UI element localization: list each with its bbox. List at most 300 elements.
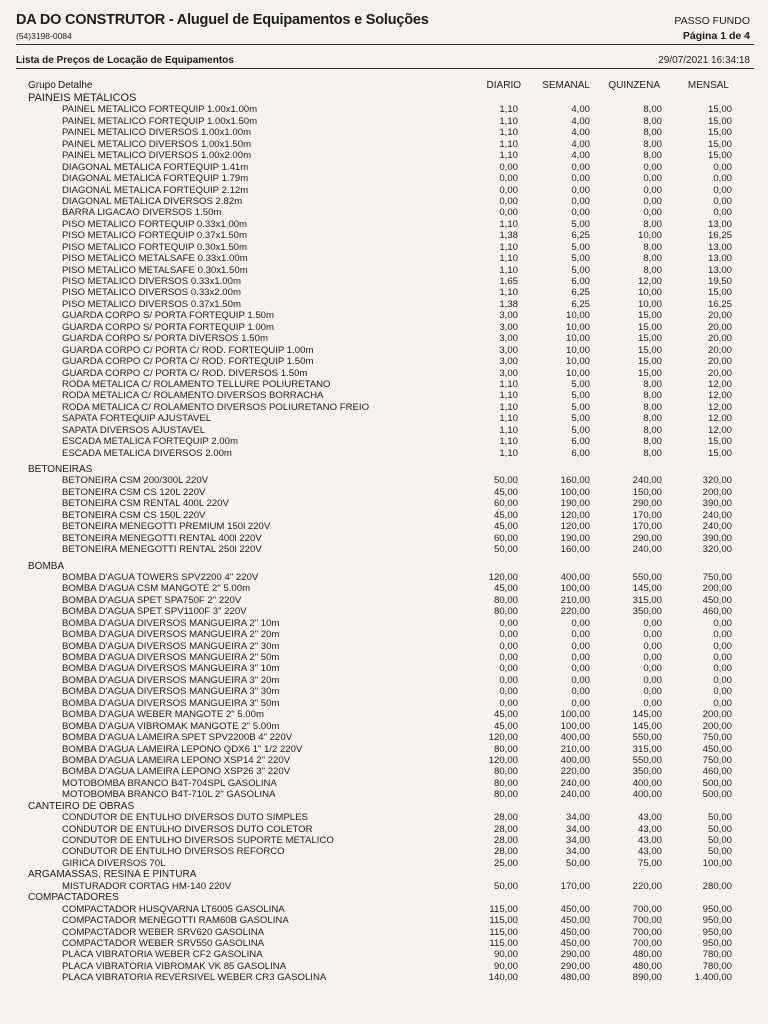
price-daily: 50,00 — [493, 475, 518, 487]
price-monthly: 280,00 — [702, 880, 732, 892]
price-daily: 3,00 — [499, 333, 518, 345]
price-weekly: 100,00 — [560, 720, 590, 732]
item-description: BOMBA D'AGUA DIVERSOS MANGUEIRA 3" 20m — [62, 674, 280, 686]
price-weekly: 0,00 — [571, 161, 590, 173]
table-row — [0, 606, 768, 617]
table-row — [0, 721, 768, 732]
price-weekly: 170,00 — [560, 880, 590, 892]
price-biweekly: 8,00 — [643, 401, 662, 413]
item-description: BETONEIRA CSM CS 150L 220V — [62, 509, 206, 521]
item-description: GUARDA CORPO S/ PORTA FORTEQUIP 1.00m — [62, 321, 275, 333]
price-monthly: 20,00 — [707, 333, 732, 345]
price-monthly: 0,00 — [713, 195, 732, 207]
price-weekly: 450,00 — [560, 903, 590, 915]
price-weekly: 0,00 — [571, 617, 590, 629]
item-description: GIRICA DIVERSOS 70L — [62, 857, 166, 869]
price-monthly: 0,00 — [713, 173, 732, 185]
column-header-grupo: Grupo — [28, 80, 56, 91]
item-description: ESCADA METALICA DIVERSOS 2.00m — [62, 447, 232, 459]
table-row — [0, 368, 768, 379]
price-weekly: 400,00 — [560, 732, 590, 744]
price-daily: 45,00 — [493, 509, 518, 521]
price-biweekly: 315,00 — [632, 594, 662, 606]
price-monthly: 450,00 — [702, 743, 732, 755]
price-daily: 28,00 — [493, 823, 518, 835]
price-weekly: 0,00 — [571, 184, 590, 196]
price-weekly: 50,00 — [565, 857, 590, 869]
price-biweekly: 700,00 — [632, 926, 662, 938]
price-biweekly: 240,00 — [632, 475, 662, 487]
price-biweekly: 15,00 — [637, 321, 662, 333]
price-monthly: 0,00 — [713, 629, 732, 641]
item-description: PLACA VIBRATORIA REVERSIVEL WEBER CR3 GASOLINA — [62, 972, 327, 984]
item-description: PAINEL METALICO DIVERSOS 1.00x1.00m — [62, 127, 252, 139]
price-biweekly: 8,00 — [643, 127, 662, 139]
item-description: BOMBA D'AGUA DIVERSOS MANGUEIRA 2" 10m — [62, 617, 280, 629]
price-weekly: 400,00 — [560, 571, 590, 583]
table-row — [0, 196, 768, 207]
price-biweekly: 8,00 — [643, 138, 662, 150]
table-row — [0, 835, 768, 846]
price-biweekly: 75,00 — [637, 857, 662, 869]
table-row — [0, 242, 768, 253]
price-weekly: 6,00 — [571, 276, 590, 287]
price-daily: 115,00 — [489, 903, 518, 915]
price-daily: 1,38 — [499, 298, 518, 310]
item-description: PISO METALICO METALSAFE 0.33x1.00m — [62, 253, 248, 265]
price-biweekly: 10,00 — [637, 230, 662, 242]
price-biweekly: 890,00 — [632, 972, 662, 984]
price-biweekly: 15,00 — [637, 367, 662, 379]
price-monthly: 200,00 — [702, 709, 732, 721]
item-description: ESCADA METALICA FORTEQUIP 2.00m — [62, 436, 238, 448]
price-daily: 120,00 — [488, 732, 518, 744]
group-heading: BOMBA — [28, 560, 65, 572]
price-monthly: 0,00 — [713, 663, 732, 675]
table-row — [0, 127, 768, 138]
price-biweekly: 15,00 — [637, 344, 662, 356]
table-row — [0, 778, 768, 789]
price-biweekly: 0,00 — [643, 640, 662, 652]
price-weekly: 0,00 — [571, 640, 590, 652]
price-monthly: 15,00 — [707, 436, 732, 448]
price-monthly: 320,00 — [702, 475, 732, 487]
price-monthly: 200,00 — [702, 720, 732, 732]
price-daily: 80,00 — [493, 789, 518, 801]
item-description: MISTURADOR CORTAG HM-140 220V — [62, 880, 232, 892]
price-biweekly: 145,00 — [632, 720, 662, 732]
table-row — [0, 583, 768, 594]
price-weekly: 10,00 — [565, 367, 590, 379]
price-weekly: 0,00 — [571, 686, 590, 698]
price-daily: 1,10 — [499, 378, 518, 390]
table-row — [0, 402, 768, 413]
item-description: COMPACTADOR HUSQVARNA LT6005 GASOLINA — [62, 903, 285, 915]
price-daily: 90,00 — [493, 960, 518, 972]
price-biweekly: 480,00 — [632, 949, 662, 961]
item-description: MOTOBOMBA BRANCO B4T-704SPL GASOLINA — [62, 777, 277, 789]
table-row — [0, 824, 768, 835]
item-description: PLACA VIBRATORIA WEBER CF2 GASOLINA — [62, 949, 263, 961]
price-weekly: 290,00 — [560, 960, 590, 972]
price-biweekly: 0,00 — [643, 686, 662, 698]
report-title: Lista de Preços de Locação de Equipamentos — [16, 55, 234, 66]
price-monthly: 950,00 — [702, 937, 732, 949]
price-monthly: 15,00 — [707, 287, 732, 299]
price-weekly: 480,00 — [560, 972, 590, 984]
price-daily: 1,10 — [499, 413, 518, 425]
price-monthly: 200,00 — [702, 486, 732, 498]
table-row — [0, 755, 768, 766]
price-weekly: 220,00 — [560, 606, 590, 618]
price-biweekly: 0,00 — [643, 663, 662, 675]
price-weekly: 100,00 — [560, 486, 590, 498]
table-row — [0, 675, 768, 686]
price-weekly: 100,00 — [560, 709, 590, 721]
table-row — [0, 436, 768, 447]
table-row — [0, 104, 768, 115]
price-daily: 45,00 — [493, 720, 518, 732]
price-biweekly: 15,00 — [637, 333, 662, 345]
price-monthly: 50,00 — [707, 823, 732, 835]
price-biweekly: 0,00 — [643, 207, 662, 219]
price-weekly: 10,00 — [565, 321, 590, 333]
price-biweekly: 0,00 — [643, 652, 662, 663]
price-daily: 3,00 — [499, 356, 518, 368]
price-weekly: 190,00 — [560, 532, 590, 544]
item-description: GUARDA CORPO C/ PORTA C/ ROD. DIVERSOS 1.50m — [62, 367, 308, 379]
table-row — [0, 173, 768, 184]
price-weekly: 220,00 — [560, 766, 590, 778]
price-biweekly: 8,00 — [643, 150, 662, 162]
item-description: BOMBA D'AGUA DIVERSOS MANGUEIRA 2" 20m — [62, 629, 280, 641]
price-daily: 1,38 — [499, 230, 518, 242]
price-monthly: 0,00 — [713, 640, 732, 652]
group-heading: CANTEIRO DE OBRAS — [28, 800, 135, 812]
price-daily: 120,00 — [488, 571, 518, 583]
price-biweekly: 350,00 — [632, 606, 662, 618]
group-heading: COMPACTADORES — [28, 892, 119, 904]
price-biweekly: 0,00 — [643, 674, 662, 686]
item-description: BOMBA D'AGUA WEBER MANGOTE 2" 5.00m — [62, 709, 264, 721]
price-weekly: 160,00 — [560, 475, 590, 487]
item-description: PISO METALICO DIVERSOS 0.33x1.00m — [62, 276, 241, 287]
price-daily: 120,00 — [488, 754, 518, 766]
column-header-mensal: MENSAL — [687, 80, 729, 91]
item-description: GUARDA CORPO C/ PORTA C/ ROD. FORTEQUIP 1.00m — [62, 344, 314, 356]
table-row — [0, 150, 768, 161]
price-biweekly: 290,00 — [632, 498, 662, 510]
price-daily: 45,00 — [493, 583, 518, 595]
price-monthly: 19,50 — [707, 276, 732, 287]
price-weekly: 0,00 — [571, 663, 590, 675]
item-description: SAPATA DIVERSOS AJUSTAVEL — [62, 424, 206, 436]
table-row — [0, 276, 768, 287]
price-daily: 1,10 — [499, 241, 518, 253]
price-weekly: 5,00 — [571, 241, 590, 253]
title-divider — [16, 68, 754, 69]
table-row — [0, 961, 768, 972]
price-daily: 3,00 — [499, 367, 518, 379]
item-description: BOMBA D'AGUA SPET SPA750F 2" 220V — [62, 594, 242, 606]
table-row — [0, 641, 768, 652]
price-monthly: 16,25 — [707, 230, 732, 242]
table-row — [0, 881, 768, 892]
item-description: PAINEL METALICO FORTEQUIP 1.00x1.50m — [62, 115, 258, 127]
table-row — [0, 448, 768, 459]
price-monthly: 950,00 — [702, 903, 732, 915]
price-daily: 45,00 — [493, 709, 518, 721]
price-weekly: 4,00 — [571, 127, 590, 139]
item-description: BOMBA D'AGUA TOWERS SPV2200 4" 220V — [62, 571, 259, 583]
price-monthly: 0,00 — [713, 184, 732, 196]
price-biweekly: 170,00 — [632, 521, 662, 533]
table-row — [0, 413, 768, 424]
group-heading: PAINEIS METALICOS — [28, 92, 137, 104]
price-monthly: 750,00 — [702, 732, 732, 744]
table-row — [0, 345, 768, 356]
price-weekly: 0,00 — [571, 652, 590, 663]
table-row — [0, 299, 768, 310]
price-biweekly: 8,00 — [643, 104, 662, 116]
price-biweekly: 700,00 — [632, 937, 662, 949]
price-daily: 1,10 — [499, 401, 518, 413]
table-row — [0, 139, 768, 150]
price-table — [0, 93, 768, 984]
column-header-semanal: SEMANAL — [542, 80, 590, 91]
price-monthly: 13,00 — [707, 253, 732, 265]
item-description: BOMBA D'AGUA DIVERSOS MANGUEIRA 3" 10m — [62, 663, 280, 675]
price-monthly: 13,00 — [707, 241, 732, 253]
price-daily: 90,00 — [493, 949, 518, 961]
table-row — [0, 904, 768, 915]
price-daily: 0,00 — [499, 697, 518, 709]
price-biweekly: 15,00 — [637, 310, 662, 322]
price-monthly: 950,00 — [702, 926, 732, 938]
price-weekly: 5,00 — [571, 424, 590, 436]
price-biweekly: 8,00 — [643, 424, 662, 436]
price-weekly: 0,00 — [571, 173, 590, 185]
price-biweekly: 8,00 — [643, 253, 662, 265]
item-description: GUARDA CORPO C/ PORTA C/ ROD. FORTEQUIP 1.50m — [62, 356, 314, 368]
item-description: PISO METALICO FORTEQUIP 0.30x1.50m — [62, 241, 248, 253]
price-biweekly: 8,00 — [643, 436, 662, 448]
price-monthly: 320,00 — [702, 544, 732, 556]
price-biweekly: 400,00 — [632, 789, 662, 801]
price-biweekly: 145,00 — [632, 709, 662, 721]
price-weekly: 100,00 — [560, 583, 590, 595]
price-biweekly: 0,00 — [643, 617, 662, 629]
price-monthly: 0,00 — [713, 652, 732, 663]
item-description: PAINEL METALICO DIVERSOS 1.00x1.50m — [62, 138, 252, 150]
price-daily: 45,00 — [493, 521, 518, 533]
group-heading: BETONEIRAS — [28, 464, 93, 475]
price-daily: 0,00 — [499, 674, 518, 686]
price-weekly: 5,00 — [571, 264, 590, 276]
price-monthly: 0,00 — [713, 617, 732, 629]
price-monthly: 12,00 — [707, 401, 732, 413]
price-monthly: 460,00 — [702, 766, 732, 778]
table-row — [0, 390, 768, 401]
price-weekly: 4,00 — [571, 150, 590, 162]
price-biweekly: 220,00 — [632, 880, 662, 892]
price-daily: 0,00 — [499, 617, 518, 629]
table-row — [0, 253, 768, 264]
item-description: RODA METALICA C/ ROLAMENTO DIVERSOS BORRACHA — [62, 390, 324, 402]
table-row — [0, 310, 768, 321]
table-row — [0, 618, 768, 629]
item-description: BETONEIRA MENEGOTTI PREMIUM 150l 220V — [62, 521, 271, 533]
price-weekly: 450,00 — [560, 937, 590, 949]
price-daily: 0,00 — [499, 184, 518, 196]
price-daily: 1,10 — [499, 436, 518, 448]
price-daily: 1,10 — [499, 447, 518, 459]
price-monthly: 1.400,00 — [694, 972, 732, 984]
price-biweekly: 550,00 — [632, 754, 662, 766]
item-description: CONDUTOR DE ENTULHO DIVERSOS DUTO COLETOR — [62, 823, 313, 835]
table-row — [0, 207, 768, 218]
price-daily: 80,00 — [493, 743, 518, 755]
item-description: PAINEL METALICO FORTEQUIP 1.00x1.00m — [62, 104, 258, 116]
price-biweekly: 700,00 — [632, 915, 662, 927]
price-weekly: 210,00 — [560, 743, 590, 755]
price-monthly: 780,00 — [702, 960, 732, 972]
price-monthly: 15,00 — [707, 127, 732, 139]
price-biweekly: 10,00 — [637, 287, 662, 299]
price-monthly: 20,00 — [707, 344, 732, 356]
price-weekly: 4,00 — [571, 104, 590, 116]
price-biweekly: 700,00 — [632, 903, 662, 915]
price-daily: 1,10 — [499, 104, 518, 116]
price-biweekly: 550,00 — [632, 732, 662, 744]
table-row — [0, 498, 768, 509]
item-description: PLACA VIBRATORIA VIBROMAK VK 85 GASOLINA — [62, 960, 287, 972]
price-monthly: 13,00 — [707, 264, 732, 276]
price-daily: 1,10 — [499, 287, 518, 299]
price-monthly: 100,00 — [702, 857, 732, 869]
price-monthly: 500,00 — [702, 777, 732, 789]
price-monthly: 12,00 — [707, 424, 732, 436]
price-weekly: 10,00 — [565, 310, 590, 322]
header-divider — [16, 44, 754, 45]
price-monthly: 200,00 — [702, 583, 732, 595]
item-description: BOMBA D'AGUA LAMEIRA SPET SPV2200B 4" 220V — [62, 732, 293, 744]
price-weekly: 10,00 — [565, 344, 590, 356]
price-daily: 1,10 — [499, 138, 518, 150]
item-description: PAINEL METALICO DIVERSOS 1.00x2.00m — [62, 150, 252, 162]
price-daily: 80,00 — [493, 777, 518, 789]
price-daily: 115,00 — [489, 937, 518, 949]
price-biweekly: 0,00 — [643, 195, 662, 207]
price-daily: 28,00 — [493, 812, 518, 824]
price-biweekly: 350,00 — [632, 766, 662, 778]
price-biweekly: 8,00 — [643, 115, 662, 127]
price-weekly: 10,00 — [565, 333, 590, 345]
price-daily: 0,00 — [499, 663, 518, 675]
item-description: COMPACTADOR WEBER SRV550 GASOLINA — [62, 937, 265, 949]
price-weekly: 5,00 — [571, 401, 590, 413]
table-row — [0, 322, 768, 333]
price-weekly: 400,00 — [560, 754, 590, 766]
table-row — [0, 533, 768, 544]
price-biweekly: 8,00 — [643, 378, 662, 390]
price-weekly: 0,00 — [571, 629, 590, 641]
price-monthly: 750,00 — [702, 754, 732, 766]
item-description: BOMBA D'AGUA LAMEIRA LEPONO QDX6 1" 1/2 220V — [62, 743, 303, 755]
price-daily: 0,00 — [499, 640, 518, 652]
table-row — [0, 544, 768, 555]
price-biweekly: 43,00 — [637, 835, 662, 846]
price-biweekly: 8,00 — [643, 447, 662, 459]
column-header-detalhe: Detalhe — [58, 80, 93, 91]
price-daily: 0,00 — [499, 629, 518, 641]
price-weekly: 6,25 — [571, 287, 590, 299]
item-description: BETONEIRA MENEGOTTI RENTAL 250l 220V — [62, 544, 262, 556]
table-row — [0, 686, 768, 697]
price-biweekly: 43,00 — [637, 846, 662, 858]
city: PASSO FUNDO — [674, 15, 750, 27]
price-daily: 1,10 — [499, 390, 518, 402]
price-biweekly: 400,00 — [632, 777, 662, 789]
price-weekly: 5,00 — [571, 253, 590, 265]
item-description: BOMBA D'AGUA DIVERSOS MANGUEIRA 2" 50m — [62, 652, 280, 663]
price-daily: 115,00 — [489, 915, 518, 927]
table-row — [0, 915, 768, 926]
price-weekly: 240,00 — [560, 789, 590, 801]
price-monthly: 15,00 — [707, 104, 732, 116]
price-biweekly: 170,00 — [632, 509, 662, 521]
price-weekly: 190,00 — [560, 498, 590, 510]
item-description: MOTOBOMBA BRANCO B4T-710L 2" GASOLINA — [62, 789, 276, 801]
price-weekly: 210,00 — [560, 594, 590, 606]
table-row — [0, 652, 768, 663]
price-weekly: 5,00 — [571, 390, 590, 402]
page-indicator: Página 1 de 4 — [682, 30, 750, 42]
price-weekly: 5,00 — [571, 218, 590, 230]
table-row — [0, 162, 768, 173]
price-daily: 60,00 — [493, 498, 518, 510]
phone-number: (54)3198-0084 — [16, 31, 72, 41]
price-daily: 115,00 — [489, 926, 518, 938]
price-biweekly: 0,00 — [643, 184, 662, 196]
item-description: BARRA LIGACAO DIVERSOS 1.50m — [62, 207, 222, 219]
price-biweekly: 290,00 — [632, 532, 662, 544]
price-weekly: 6,25 — [571, 298, 590, 310]
price-biweekly: 315,00 — [632, 743, 662, 755]
price-weekly: 34,00 — [565, 835, 590, 846]
item-description: BOMBA D'AGUA DIVERSOS MANGUEIRA 3" 50m — [62, 697, 280, 709]
table-row — [0, 265, 768, 276]
price-daily: 3,00 — [499, 344, 518, 356]
price-daily: 1,10 — [499, 218, 518, 230]
table-row — [0, 789, 768, 800]
table-row — [0, 766, 768, 777]
price-biweekly: 480,00 — [632, 960, 662, 972]
item-description: GUARDA CORPO S/ PORTA DIVERSOS 1.50m — [62, 333, 268, 345]
table-row — [0, 219, 768, 230]
price-daily: 1,10 — [499, 127, 518, 139]
price-daily: 45,00 — [493, 486, 518, 498]
price-biweekly: 550,00 — [632, 571, 662, 583]
price-monthly: 12,00 — [707, 378, 732, 390]
price-monthly: 20,00 — [707, 321, 732, 333]
table-row — [0, 858, 768, 869]
price-monthly: 13,00 — [707, 218, 732, 230]
price-monthly: 50,00 — [707, 812, 732, 824]
price-daily: 50,00 — [493, 544, 518, 556]
price-monthly: 12,00 — [707, 413, 732, 425]
price-daily: 1,10 — [499, 264, 518, 276]
